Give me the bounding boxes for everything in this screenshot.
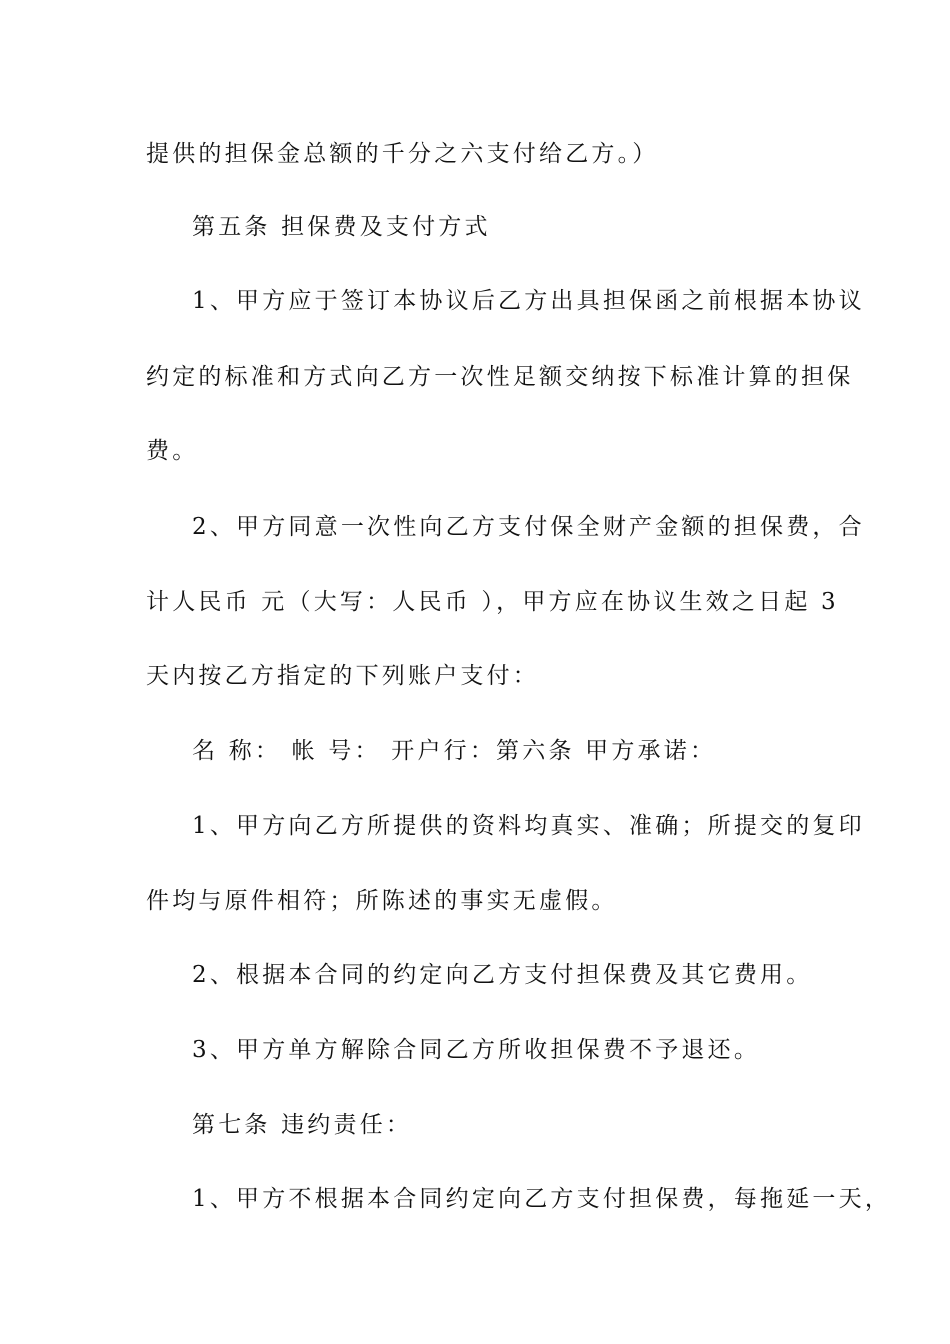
text-line: 天内按乙方指定的下列账户支付：: [146, 663, 539, 689]
text-line: 1、甲方不根据本合同约定向乙方支付担保费，每拖延一天，: [192, 1186, 892, 1212]
text-line: 件均与原件相符；所陈述的事实无虚假。: [146, 888, 618, 914]
text-line: 3、甲方单方解除合同乙方所收担保费不予退还。: [192, 1037, 761, 1063]
text-line: 1、甲方应于签订本协议后乙方出具担保函之前根据本协议: [192, 288, 865, 314]
text-line: 约定的标准和方式向乙方一次性足额交纳按下标准计算的担保: [146, 364, 854, 390]
text-line: 2、甲方同意一次性向乙方支付保全财产金额的担保费，合: [192, 514, 865, 540]
text-line: 费。: [146, 438, 199, 464]
text-line: 2、根据本合同的约定向乙方支付担保费及其它费用。: [192, 962, 813, 988]
text-line: 名 称： 帐 号： 开户行：第六条 甲方承诺：: [192, 738, 717, 764]
text-line: 1、甲方向乙方所提供的资料均真实、准确；所提交的复印: [192, 813, 865, 839]
article-heading: 第五条 担保费及支付方式: [192, 214, 491, 240]
text-line: 计人民币 元（大写：人民币 ），甲方应在协议生效之日起 3: [146, 589, 839, 615]
text-line: 提供的担保金总额的千分之六支付给乙方。）: [146, 141, 659, 167]
article-heading: 第七条 违约责任：: [192, 1112, 413, 1138]
